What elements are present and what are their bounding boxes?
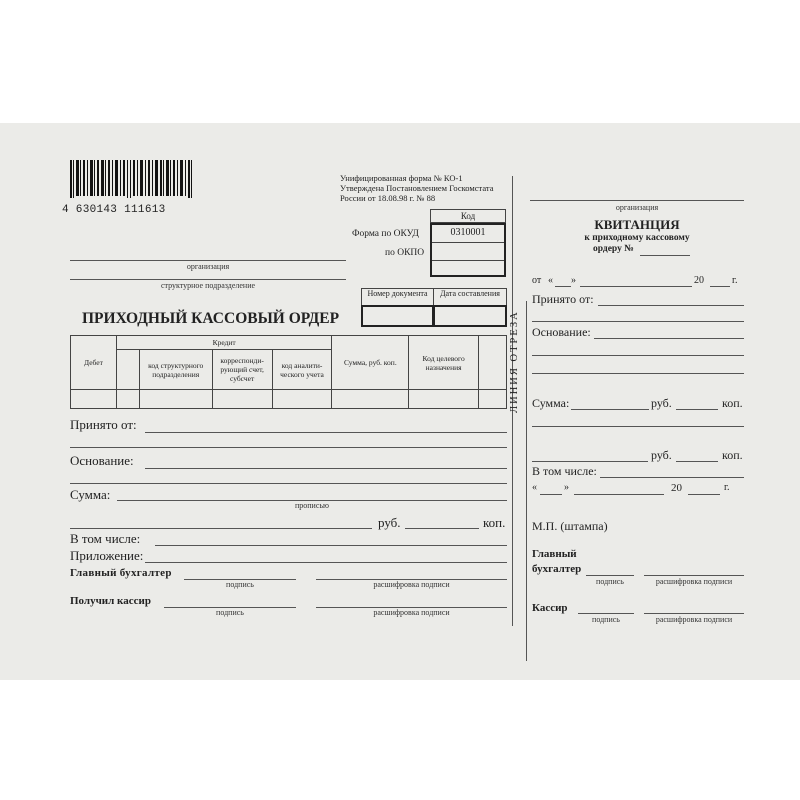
receipt-date2-year: 20 [671,482,682,494]
receipt-quote-open: « [548,275,553,286]
receipt-subtitle1: к приходному кассовому [584,233,690,243]
form-sheet [0,123,800,680]
rub-label: руб. [378,515,401,530]
table-cell[interactable] [332,390,409,409]
receipt-chief-line2: бухгалтер [532,563,582,575]
table-cell[interactable] [116,390,139,409]
analytic-code-header: код аналити-ческого учета [272,350,332,390]
receipt-received-line-2[interactable] [532,321,744,322]
receipt-chief-signature-line[interactable] [586,575,634,576]
receipt-rub-label-2: руб. [651,448,672,462]
form-info-line2: Утверждена Постановлением Госкомстата [340,183,494,193]
receipt-chief-line1: Главный [532,548,577,560]
okud-value: 0310001 [450,227,486,238]
receipt-stamp-label: М.П. (штампа) [532,519,608,533]
receipt-subtitle2: ордеру № [593,244,634,254]
basis-line-2[interactable] [70,483,507,484]
including-label: В том числе: [70,531,141,546]
receipt-chief-decode-line[interactable] [644,575,744,576]
table-cell[interactable] [479,390,507,409]
receipt-basis-label: Основание: [532,325,591,339]
sum-label: Сумма: [70,487,111,502]
receipt-received-from-label: Принято от: [532,292,594,306]
okpo-label: по ОКПО [385,248,425,258]
kop-label: коп. [483,515,506,530]
received-from-line-2[interactable] [70,447,507,448]
signature-decode-caption: расшифровка подписи [373,608,450,617]
receipt-title: КВИТАНЦИЯ [594,217,680,232]
signature-decode-caption: расшифровка подписи [373,580,450,589]
receipt-signature-caption: подпись [592,615,620,624]
signature-caption: подпись [216,608,244,617]
code-divider-2 [432,260,504,261]
receipt-kop-label-2: коп. [722,448,743,462]
receipt-date2-year-line[interactable] [688,494,720,495]
receipt-quote-close: » [571,275,576,286]
received-from-line[interactable] [145,432,507,433]
debit-header: Дебет [71,336,117,390]
credit-header: Кредит [116,336,332,350]
form-info-line1: Унифицированная форма № КО-1 [340,173,463,183]
receipt-received-line[interactable] [598,305,744,306]
receipt-year-line[interactable] [710,286,730,287]
basis-label: Основание: [70,453,134,468]
blank-header [479,336,507,390]
receipt-basis-line-3[interactable] [532,373,744,374]
purpose-header: Код целевого назначения [409,336,479,390]
receipt-rub-label: руб. [651,396,672,410]
subdiv-caption: структурное подразделение [160,281,256,290]
receipt-sum-line-3[interactable] [532,461,648,462]
barcode-digits: 4 630143 111613 [62,204,166,216]
receipt-sum-rub-line[interactable] [571,409,649,410]
receipt-date2-quote-open: « [532,482,537,493]
doc-number-field[interactable] [361,305,434,327]
cashier-received-label: Получил кассир [70,595,151,607]
receipt-cashier-decode-line[interactable] [644,613,744,614]
received-from-label: Принято от: [70,417,137,432]
receipt-basis-line[interactable] [594,338,744,339]
receipt-date2-quote-close: » [564,482,569,493]
doc-date-field[interactable] [433,305,507,327]
org-caption: организация [186,262,230,271]
table-cell[interactable] [139,390,212,409]
receipt-basis-line-2[interactable] [532,355,744,356]
subdiv-line [70,279,346,280]
receipt-month-line[interactable] [580,286,692,287]
table-cell[interactable] [71,390,117,409]
table-cell[interactable] [212,390,272,409]
okud-label: Форма по ОКУД [352,229,419,239]
page-title: ПРИХОДНЫЙ КАССОВЫЙ ОРДЕР [82,310,340,327]
chief-accountant-label: Главный бухгалтер [70,567,172,579]
receipt-signature-caption: подпись [596,577,624,586]
credit-blank-header [116,350,139,390]
doc-number-header: Номер документа [361,288,434,306]
receipt-including-line[interactable] [600,477,744,478]
receipt-decode-caption: расшифровка подписи [655,615,733,624]
receipt-org-caption: организация [615,203,659,212]
subdiv-code-header: код структурного подразделения [139,350,212,390]
cut-line-label: ЛИНИЯ ОТРЕЗА [509,310,520,413]
sum-line-2[interactable] [70,528,372,529]
receipt-kop-line-2[interactable] [676,461,718,462]
receipt-date2-day-line[interactable] [540,494,562,495]
org-line [70,260,346,261]
receipt-org-line[interactable] [530,200,744,201]
receipt-sum-label: Сумма: [532,396,570,410]
cut-line-right [526,301,527,661]
receipt-date2-month-line[interactable] [574,494,664,495]
rub-line[interactable] [405,528,479,529]
code-header: Код [430,209,506,223]
code-divider [432,242,504,243]
basis-line[interactable] [145,468,507,469]
receipt-sum-line-2[interactable] [532,426,744,427]
receipt-year-prefix: 20 [694,275,704,286]
accounting-table [70,335,507,409]
sum-header: Сумма, руб. коп. [332,336,409,390]
receipt-kop-label: коп. [722,396,743,410]
in-words-caption: прописью [294,501,330,510]
receipt-from-label: от [532,275,542,286]
table-cell[interactable] [409,390,479,409]
receipt-date2-g: г. [724,482,730,493]
barcode-icon [70,160,195,206]
form-info-line3: России от 18.08.98 г. № 88 [340,193,436,203]
table-cell[interactable] [272,390,332,409]
including-line[interactable] [155,545,507,546]
doc-date-header: Дата составления [433,288,507,306]
receipt-number-line[interactable] [640,255,690,256]
receipt-including-label: В том числе: [532,464,597,478]
signature-caption: подпись [226,580,254,589]
receipt-decode-caption: расшифровка подписи [655,577,733,586]
attachment-line[interactable] [145,562,507,563]
receipt-sum-kop-line[interactable] [676,409,718,410]
receipt-day-line[interactable] [555,286,571,287]
receipt-year-g: г. [732,275,738,286]
receipt-cashier-label: Кассир [532,602,568,614]
attachment-label: Приложение: [70,548,144,563]
corr-account-header: корреспонди-рующий счет, субсчет [212,350,272,390]
receipt-cashier-signature-line[interactable] [578,613,634,614]
